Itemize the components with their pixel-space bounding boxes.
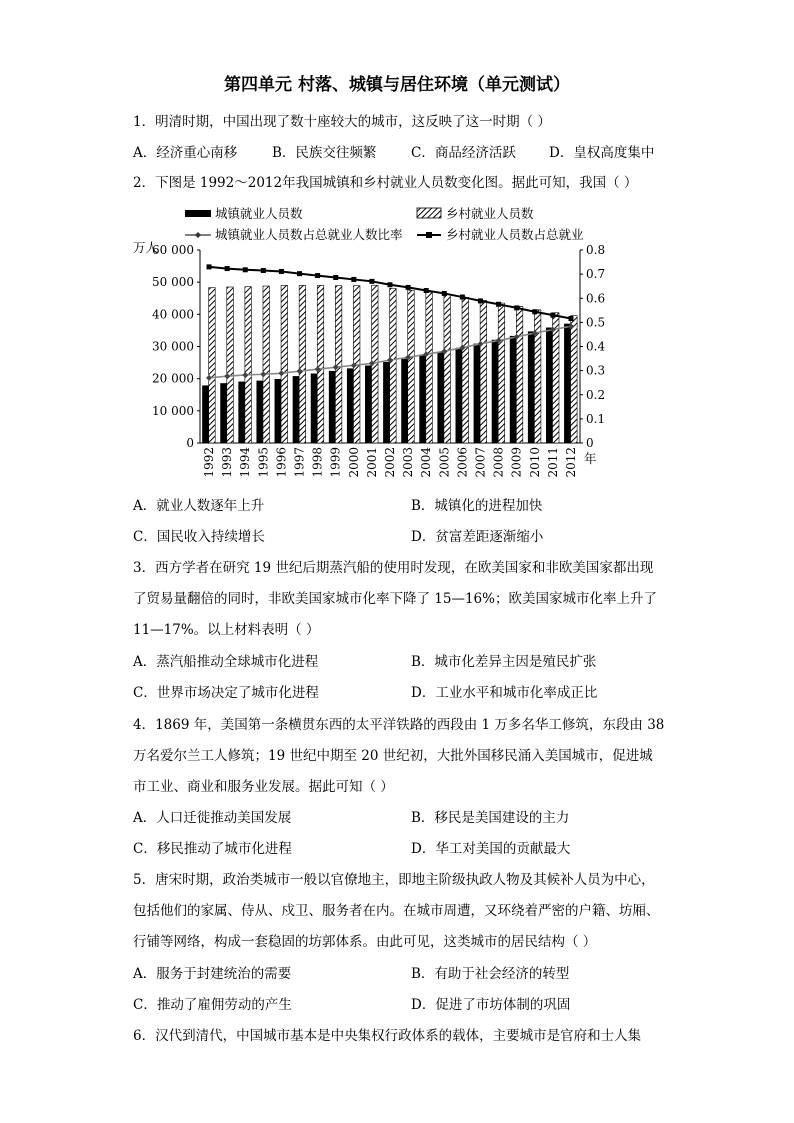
right-y-tick-label: 0.1 xyxy=(586,411,606,426)
rural-ratio-point xyxy=(406,285,411,290)
question-4-line-3: 市工业、商业和服务业发展。据此可知（ ） xyxy=(133,779,394,795)
q1-option-b: B．民族交往频繁 xyxy=(272,145,377,161)
rural-ratio-point xyxy=(369,279,374,284)
rural-ratio-point xyxy=(460,295,465,300)
rural-bar xyxy=(534,310,541,443)
x-tick-label: 2000 xyxy=(346,447,361,478)
right-y-tick-label: 0.5 xyxy=(586,315,606,330)
legend-urban-line-marker xyxy=(195,232,201,238)
rural-ratio-point xyxy=(333,275,338,280)
x-tick-label: 2008 xyxy=(491,447,506,478)
rural-bar xyxy=(390,288,397,443)
urban-bar xyxy=(546,328,553,443)
left-y-tick-label: 0 xyxy=(186,436,194,450)
x-tick-label: 1992 xyxy=(202,447,217,478)
rural-ratio-point xyxy=(261,268,266,273)
urban-bar xyxy=(564,324,571,443)
x-tick-label: 2005 xyxy=(437,447,452,478)
right-y-tick-label: 0.6 xyxy=(586,291,606,306)
left-y-tick-label: 10 000 xyxy=(152,403,194,418)
x-tick-label: 1997 xyxy=(292,447,307,478)
rural-ratio-point xyxy=(532,309,537,314)
x-tick-label: 1995 xyxy=(256,447,271,478)
q2-option-a: A．就业人数逐年上升 xyxy=(133,498,265,514)
question-3-line-2: 了贸易量翻倍的同时，非欧美国家城市化率下降了 15—16%；欧美国家城市化率上升了 xyxy=(133,591,657,607)
rural-ratio-point xyxy=(442,291,447,296)
left-y-tick-label: 50 000 xyxy=(152,275,194,290)
rural-bar xyxy=(480,301,487,443)
urban-bar xyxy=(256,381,263,443)
rural-bar xyxy=(462,297,469,443)
legend-rural-bar-swatch xyxy=(417,208,441,218)
urban-bar xyxy=(456,348,463,443)
q4-option-c: C．移民推动了城市化进程 xyxy=(133,841,292,857)
q4-option-d: D．华工对美国的贡献最大 xyxy=(411,841,571,857)
urban-bar xyxy=(293,376,300,443)
employment-chart xyxy=(130,198,620,478)
q5-option-a: A．服务于封建统治的需要 xyxy=(133,966,292,982)
rural-bar xyxy=(209,288,216,443)
rural-ratio-point xyxy=(388,282,393,287)
x-tick-label: 1993 xyxy=(220,447,235,478)
rural-bar xyxy=(245,287,252,443)
rural-ratio-point xyxy=(315,273,320,278)
x-tick-label: 1998 xyxy=(310,447,325,478)
rural-ratio-point xyxy=(207,264,212,269)
urban-bar xyxy=(401,359,408,443)
rural-ratio-point xyxy=(297,271,302,276)
rural-bar xyxy=(317,285,324,443)
urban-bar xyxy=(474,344,481,443)
q1-option-d: D．皇权高度集中 xyxy=(549,145,655,161)
left-y-tick-label: 40 000 xyxy=(152,307,194,322)
question-2-stem: 2．下图是 1992～2012年我国城镇和乡村就业人员数变化图。据此可知，我国（ ） xyxy=(133,175,638,191)
x-tick-label: 2003 xyxy=(401,447,416,478)
page-title: 第四单元 村落、城镇与居住环境（单元测试） xyxy=(224,75,570,95)
right-y-tick-label: 0.2 xyxy=(586,387,606,402)
q5-option-c: C．推动了雇佣劳动的产生 xyxy=(133,997,292,1013)
y-axis-unit-label: 万人 xyxy=(133,240,159,255)
question-4-line-1: 4．1869 年，美国第一条横贯东西的太平洋铁路的西段由 1 万多名华工修筑，东段由 38 xyxy=(133,717,665,733)
question-3-line-1: 3．西方学者在研究 19 世纪后期蒸汽船的使用时发现，在欧美国家和非欧美国家都出现 xyxy=(133,560,654,576)
rural-bar xyxy=(444,294,451,443)
rural-ratio-point xyxy=(514,305,519,310)
rural-ratio-point xyxy=(243,267,248,272)
urban-bar xyxy=(383,362,390,443)
rural-bar xyxy=(281,285,288,443)
q3-option-c: C．世界市场决定了城市化进程 xyxy=(133,685,319,701)
rural-bar xyxy=(516,306,523,443)
rural-ratio-point xyxy=(568,316,573,321)
urban-bar xyxy=(510,336,517,443)
q1-option-a: A．经济重心南移 xyxy=(133,145,238,161)
q4-option-a: A．人口迁徙推动美国发展 xyxy=(133,810,292,826)
x-tick-label: 1994 xyxy=(238,447,253,478)
rural-ratio-point xyxy=(351,277,356,282)
urban-bar xyxy=(347,368,354,443)
x-tick-label: 2002 xyxy=(383,447,397,478)
right-y-tick-label: 0.7 xyxy=(586,267,606,282)
q2-option-d: D．贫富差距逐渐缩小 xyxy=(411,529,544,545)
rural-ratio-point xyxy=(225,266,230,271)
urban-bar xyxy=(528,331,535,443)
legend-urban-bar-swatch xyxy=(185,210,211,217)
question-4-line-2: 万名爱尔兰工人修筑；19 世纪中期至 20 世纪初，大批外国移民涌入美国城市，促进城 xyxy=(133,748,653,764)
chart-legend xyxy=(185,206,584,242)
q3-option-b: B．城市化差异主因是殖民扩张 xyxy=(411,654,597,670)
legend-rural-bar-label: 乡村就业人员数 xyxy=(446,206,534,221)
x-tick-label: 1999 xyxy=(328,447,343,478)
rural-ratio-point xyxy=(496,302,501,307)
rural-bar xyxy=(571,316,578,443)
q5-option-d: D．促进了市坊体制的巩固 xyxy=(411,997,571,1013)
urban-bar xyxy=(365,365,372,443)
x-tick-label: 2011 xyxy=(545,447,560,478)
urban-bar xyxy=(329,371,336,443)
x-axis-unit-label: 年 xyxy=(584,451,597,466)
x-tick-label: 2010 xyxy=(527,447,542,478)
legend-rural-line-marker xyxy=(426,232,432,238)
right-y-tick-label: 0 xyxy=(586,436,594,450)
left-y-tick-label: 60 000 xyxy=(152,243,194,257)
x-tick-label: 2004 xyxy=(419,447,434,478)
rural-bar xyxy=(335,286,342,443)
x-tick-label: 1996 xyxy=(274,447,289,478)
rural-bar xyxy=(408,290,415,443)
rural-bar xyxy=(552,313,559,443)
question-1-stem: 1．明清时期，中国出现了数十座较大的城市，这反映了这一时期（ ） xyxy=(133,114,551,130)
legend-urban-bar-label: 城镇就业人员数 xyxy=(215,206,303,221)
x-tick-label: 2001 xyxy=(364,447,379,478)
urban-bar xyxy=(419,355,426,443)
question-5-line-1: 5．唐宋时期，政治类城市一般以官僚地主，即地主阶级执政人物及其候补人员为中心， xyxy=(133,872,655,888)
urban-bar xyxy=(492,340,499,443)
left-y-tick-label: 30 000 xyxy=(152,339,194,354)
rural-ratio-point xyxy=(424,288,429,293)
urban-bar xyxy=(220,383,227,443)
legend-urban-line-label: 城镇就业人员数占总就业人数比率 xyxy=(215,227,403,242)
rural-bar xyxy=(299,285,306,443)
q3-option-a: A．蒸汽船推动全球城市化进程 xyxy=(133,654,319,670)
right-y-tick-label: 0.4 xyxy=(586,339,606,354)
chart-plot-area xyxy=(152,243,605,478)
urban-bar xyxy=(437,352,444,443)
q2-option-c: C．国民收入持续增长 xyxy=(133,529,265,545)
rural-bar xyxy=(263,286,270,443)
x-tick-label: 2009 xyxy=(509,447,524,478)
rural-ratio-point xyxy=(550,313,555,318)
question-6-line-1: 6．汉代到清代，中国城市基本是中央集权行政体系的载体，主要城市是官府和士人集 xyxy=(133,1028,642,1044)
x-tick-label: 2007 xyxy=(473,447,488,478)
urban-bar xyxy=(238,382,245,443)
urban-bar xyxy=(311,374,318,443)
rural-bar xyxy=(227,287,234,443)
left-y-tick-label: 20 000 xyxy=(152,371,194,386)
question-3-line-3: 11—17%。以上材料表明（ ） xyxy=(133,622,320,638)
right-y-tick-label: 0.8 xyxy=(586,243,606,257)
question-5-line-3: 行铺等网络，构成一套稳固的坊郭体系。由此可见，这类城市的居民结构（ ） xyxy=(133,934,597,950)
rural-ratio-point xyxy=(279,269,284,274)
x-tick-label: 2006 xyxy=(455,447,470,478)
rural-bar xyxy=(426,292,433,443)
x-tick-label: 2012 xyxy=(563,447,578,478)
question-5-line-2: 包括他们的家属、侍从、戍卫、服务者在内。在城市周遭，又环绕着严密的户籍、坊厢、 xyxy=(133,903,660,919)
q4-option-b: B．移民是美国建设的主力 xyxy=(411,810,570,826)
q5-option-b: B．有助于社会经济的转型 xyxy=(411,966,570,982)
rural-ratio-point xyxy=(478,298,483,303)
legend-rural-line-label: 乡村就业人员数占总就业 xyxy=(446,227,584,242)
q1-option-c: C．商品经济活跃 xyxy=(411,145,516,161)
q3-option-d: D．工业水平和城市化率成正比 xyxy=(411,685,598,701)
rural-bar xyxy=(498,303,505,443)
urban-bar xyxy=(275,379,282,443)
urban-bar xyxy=(202,385,209,443)
right-y-tick-label: 0.3 xyxy=(586,363,606,378)
q2-option-b: B．城镇化的进程加快 xyxy=(411,498,543,514)
